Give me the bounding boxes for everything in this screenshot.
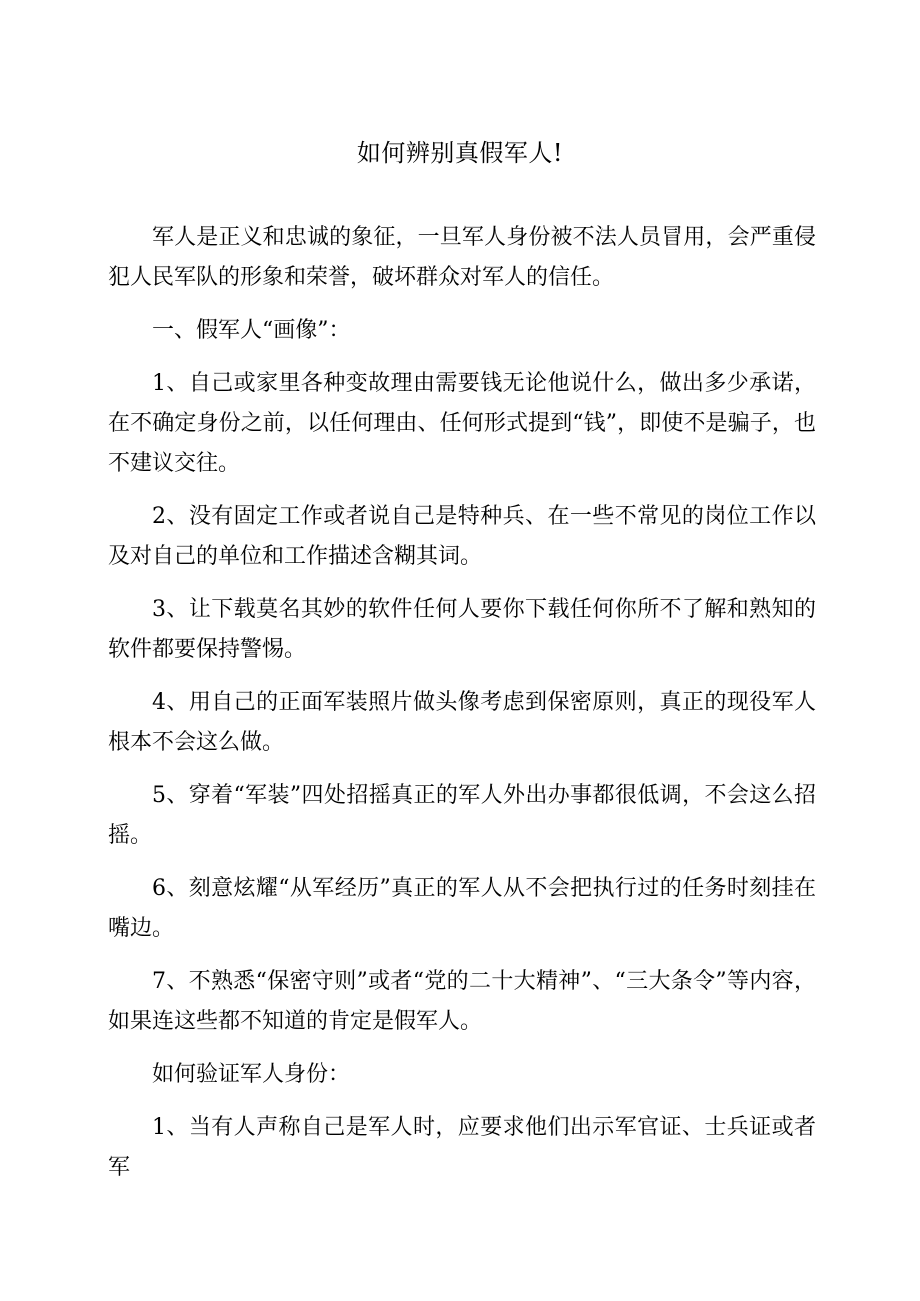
section-heading-verify-identity: 如何验证军人身份： — [152, 1062, 351, 1087]
paragraph-item-2: 2、没有固定工作或者说自己是特种兵、在一些不常见的岗位工作以及对自己的单位和工作描述含糊其词。 — [108, 504, 816, 569]
paragraph-item-5: 5、穿着“军装”四处招摇真正的军人外出办事都很低调，不会这么招摇。 — [108, 783, 816, 848]
paragraph-item-7: 7、不熟悉“保密守则”或者“党的二十大精神”、“三大条令”等内容，如果连这些都不知道的肯定是假军人。 — [108, 969, 816, 1034]
paragraph-verify-item-1: 1、当有人声称自己是军人时，应要求他们出示军官证、士兵证或者军 — [108, 1115, 816, 1180]
section-heading-fake-soldier-profile: 一、假军人“画像”： — [152, 318, 351, 343]
paragraph-item-1: 1、自己或家里各种变故理由需要钱无论他说什么，做出多少承诺，在不确定身份之前，以任何理由、任何形式提到“钱”，即使不是骗子，也不建议交往。 — [108, 371, 816, 476]
document-title: 如何辨别真假军人! — [356, 139, 564, 167]
paragraph-intro: 军人是正义和忠诚的象征，一旦军人身份被不法人员冒用，会严重侵犯人民军队的形象和荣誉，破坏群众对军人的信任。 — [108, 225, 816, 290]
paragraph-item-4: 4、用自己的正面军装照片做头像考虑到保密原则，真正的现役军人根本不会这么做。 — [108, 690, 816, 755]
document-body — [108, 218, 816, 1201]
paragraph-item-6: 6、刻意炫耀“从军经历”真正的军人从不会把执行过的任务时刻挂在嘴边。 — [108, 876, 816, 941]
paragraph-item-3: 3、让下载莫名其妙的软件任何人要你下载任何你所不了解和熟知的软件都要保持警惕。 — [108, 597, 816, 662]
